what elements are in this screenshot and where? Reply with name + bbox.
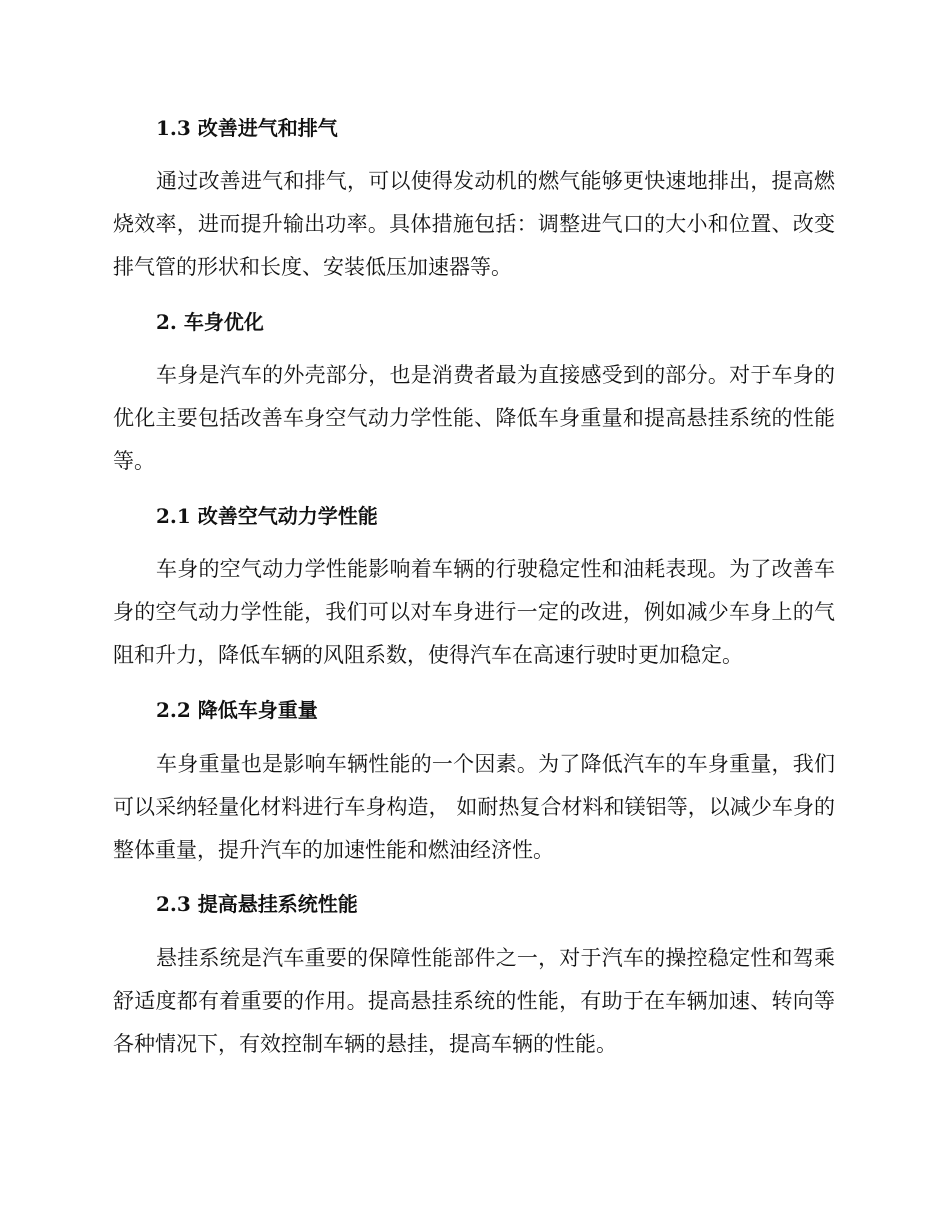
section-paragraph-aerodynamics: 车身的空气动力学性能影响着车辆的行驶稳定性和油耗表现。为了改善车身的空气动力学性能，我们可以对车身进行一定的改进，例如减少车身上的气阻和升力，降低车辆的风阻系数，使得汽车在高速行驶时更加稳定。 (113, 557, 835, 667)
section-heading-aerodynamics: 2.1 改善空气动力学性能 (156, 504, 378, 528)
section-paragraph-body-optimization: 车身是汽车的外壳部分，也是消费者最为直接感受到的部分。对于车身的优化主要包括改善车身空气动力学性能、降低车身重量和提高悬挂系统的性能等。 (113, 363, 835, 473)
section-paragraph-intake-exhaust: 通过改善进气和排气，可以使得发动机的燃气能够更快速地排出，提高燃烧效率，进而提升输出功率。具体措施包括：调整进气口的大小和位置、改变排气管的形状和长度、安装低压加速器等。 (113, 169, 835, 279)
section-heading-body-optimization: 2. 车身优化 (156, 310, 264, 334)
section-paragraph-suspension: 悬挂系统是汽车重要的保障性能部件之一，对于汽车的操控稳定性和驾乘舒适度都有着重要的作用。提高悬挂系统的性能，有助于在车辆加速、转向等各种情况下，有效控制车辆的悬挂，提高车辆的性能。 (113, 946, 835, 1056)
section-paragraph-weight-reduction: 车身重量也是影响车辆性能的一个因素。为了降低汽车的车身重量，我们可以采纳轻量化材料进行车身构造， 如耐热复合材料和镁铝等，以减少车身的整体重量，提升汽车的加速性能和燃油经济性。 (113, 752, 835, 862)
section-heading-intake-exhaust: 1.3 改善进气和排气 (156, 116, 338, 140)
section-heading-suspension: 2.3 提高悬挂系统性能 (156, 892, 358, 916)
section-heading-weight-reduction: 2.2 降低车身重量 (156, 698, 318, 722)
